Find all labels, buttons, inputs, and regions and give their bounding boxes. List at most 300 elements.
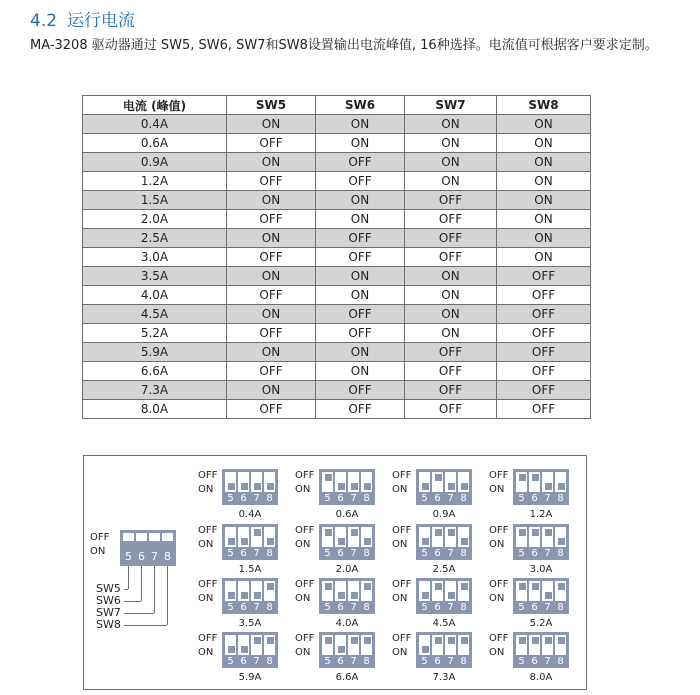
cell-switch-state: ON xyxy=(316,115,405,134)
switch-number: 5 xyxy=(324,548,331,559)
switch-number: 6 xyxy=(337,656,344,667)
dip-switch-slot xyxy=(516,472,527,492)
off-label: OFF xyxy=(392,525,412,536)
switch-knob-on xyxy=(363,537,372,546)
table-row xyxy=(83,305,591,324)
cell-switch-state: ON xyxy=(405,305,497,324)
switch-knob-off xyxy=(518,582,527,591)
leader-line-vertical xyxy=(154,566,155,613)
cell-current: 3.0A xyxy=(83,248,227,267)
section-heading xyxy=(30,6,135,31)
switch-knob-off xyxy=(434,528,443,537)
switch-number: 7 xyxy=(544,656,551,667)
switch-number: 6 xyxy=(531,548,538,559)
off-label: OFF xyxy=(295,579,315,590)
switch-knob-off xyxy=(531,636,540,645)
dip-switch-slot xyxy=(432,472,443,492)
table-header-row xyxy=(83,96,591,115)
setting-current-caption: 0.9A xyxy=(432,509,456,520)
cell-switch-state: ON xyxy=(497,229,591,248)
switch-knob-off xyxy=(531,473,540,482)
dip-switch-slot xyxy=(516,581,527,601)
legend-switch-label: SW6 xyxy=(96,594,121,607)
switch-knob-off xyxy=(434,582,443,591)
switch-number: 7 xyxy=(350,548,357,559)
dip-switch-slot xyxy=(458,472,469,492)
table-row xyxy=(83,134,591,153)
off-label: OFF xyxy=(295,525,315,536)
cell-switch-state: ON xyxy=(227,267,316,286)
switch-knob-on xyxy=(544,591,553,600)
dip-switch-slot xyxy=(419,581,430,601)
switch-number: 5 xyxy=(227,548,234,559)
cell-switch-state: OFF xyxy=(227,286,316,305)
on-label: ON xyxy=(295,484,311,495)
dip-switch-slot xyxy=(335,581,346,601)
table-row xyxy=(83,343,591,362)
switch-number: 8 xyxy=(363,548,370,559)
cell-current: 0.6A xyxy=(83,134,227,153)
setting-current-caption: 0.4A xyxy=(238,509,262,520)
switch-number: 8 xyxy=(363,493,370,504)
dip-switch-slot xyxy=(361,581,372,601)
switch-number: 6 xyxy=(240,493,247,504)
off-label: OFF xyxy=(198,579,218,590)
setting-current-caption: 2.0A xyxy=(335,564,359,575)
legend-switch-number: 5 xyxy=(125,550,132,563)
leader-line-vertical xyxy=(128,566,129,589)
switch-knob-on xyxy=(363,482,372,491)
cell-current: 6.6A xyxy=(83,362,227,381)
switch-knob-on xyxy=(557,537,566,546)
table-row xyxy=(83,229,591,248)
cell-current: 5.9A xyxy=(83,343,227,362)
dip-switch-slot xyxy=(432,527,443,547)
switch-number: 5 xyxy=(227,656,234,667)
dip-switch-slot xyxy=(225,527,236,547)
header-sw8: SW8 xyxy=(497,96,591,115)
switch-knob-on xyxy=(227,482,236,491)
switch-number: 7 xyxy=(447,602,454,613)
leader-line-horizontal xyxy=(124,613,154,614)
switch-number: 5 xyxy=(421,602,428,613)
dip-switch-slot xyxy=(238,472,249,492)
switch-knob-on xyxy=(240,645,249,654)
cell-switch-state: ON xyxy=(227,153,316,172)
on-label: ON xyxy=(392,484,408,495)
dip-switch-slot xyxy=(555,472,566,492)
switch-knob-off xyxy=(324,528,333,537)
switch-knob-off xyxy=(363,636,372,645)
leader-line-vertical xyxy=(167,566,168,625)
cell-current: 8.0A xyxy=(83,400,227,419)
dip-switch-slot xyxy=(225,635,236,655)
dip-switch-slot xyxy=(458,527,469,547)
setting-current-caption: 3.5A xyxy=(238,618,262,629)
switch-number: 5 xyxy=(421,493,428,504)
cell-switch-state: ON xyxy=(405,134,497,153)
cell-switch-state: OFF xyxy=(227,172,316,191)
switch-number: 5 xyxy=(518,493,525,504)
switch-number: 6 xyxy=(531,656,538,667)
dip-switch-slot xyxy=(225,581,236,601)
dip-switch-slot xyxy=(542,581,553,601)
on-label: ON xyxy=(392,647,408,658)
legend-switch-slot xyxy=(123,533,134,541)
switch-number: 7 xyxy=(253,548,260,559)
switch-knob-off xyxy=(518,528,527,537)
cell-switch-state: ON xyxy=(316,134,405,153)
cell-switch-state: OFF xyxy=(497,343,591,362)
cell-switch-state: OFF xyxy=(316,248,405,267)
switch-number: 8 xyxy=(557,602,564,613)
setting-current-caption: 5.2A xyxy=(529,618,553,629)
dip-switch-diagram xyxy=(83,455,587,690)
switch-knob-on xyxy=(544,482,553,491)
cell-switch-state: ON xyxy=(497,115,591,134)
cell-switch-state: OFF xyxy=(497,324,591,343)
dip-switch-slot xyxy=(555,635,566,655)
dip-switch-slot xyxy=(555,527,566,547)
switch-number: 7 xyxy=(447,656,454,667)
switch-knob-on xyxy=(227,537,236,546)
switch-knob-on xyxy=(253,482,262,491)
dip-switch-slot xyxy=(445,472,456,492)
on-label: ON xyxy=(198,647,214,658)
dip-switch-slot xyxy=(516,527,527,547)
section-title: 运行电流 xyxy=(67,11,136,31)
switch-number: 8 xyxy=(557,548,564,559)
dip-switch-slot xyxy=(264,635,275,655)
switch-number: 8 xyxy=(557,493,564,504)
switch-knob-on xyxy=(253,591,262,600)
on-label: ON xyxy=(489,647,505,658)
cell-switch-state: OFF xyxy=(316,324,405,343)
cell-switch-state: OFF xyxy=(405,362,497,381)
cell-switch-state: ON xyxy=(497,172,591,191)
switch-knob-off xyxy=(350,636,359,645)
setting-current-caption: 8.0A xyxy=(529,672,553,683)
off-label: OFF xyxy=(392,470,412,481)
switch-knob-off xyxy=(434,636,443,645)
switch-knob-on xyxy=(240,482,249,491)
switch-number: 7 xyxy=(253,493,260,504)
setting-current-caption: 2.5A xyxy=(432,564,456,575)
switch-number: 5 xyxy=(324,602,331,613)
switch-number: 7 xyxy=(544,602,551,613)
cell-current: 5.2A xyxy=(83,324,227,343)
legend-switch-slot xyxy=(162,533,173,541)
switch-knob-off xyxy=(434,473,443,482)
cell-switch-state: ON xyxy=(316,362,405,381)
cell-switch-state: ON xyxy=(405,115,497,134)
on-label: ON xyxy=(198,484,214,495)
cell-switch-state: OFF xyxy=(316,153,405,172)
table-row xyxy=(83,381,591,400)
cell-switch-state: ON xyxy=(316,210,405,229)
switch-number: 8 xyxy=(460,548,467,559)
table-row xyxy=(83,115,591,134)
off-label: OFF xyxy=(489,470,509,481)
header-sw7: SW7 xyxy=(405,96,497,115)
switch-knob-off xyxy=(460,582,469,591)
switch-knob-on xyxy=(421,591,430,600)
switch-number: 7 xyxy=(253,602,260,613)
cell-switch-state: OFF xyxy=(227,324,316,343)
legend-switch-number: 6 xyxy=(138,550,145,563)
dip-switch-slot xyxy=(445,635,456,655)
dip-switch-slot xyxy=(445,581,456,601)
setting-current-caption: 4.0A xyxy=(335,618,359,629)
on-label: ON xyxy=(295,647,311,658)
switch-knob-off xyxy=(531,528,540,537)
dip-switch-slot xyxy=(529,527,540,547)
cell-current: 4.0A xyxy=(83,286,227,305)
switch-knob-off xyxy=(363,582,372,591)
cell-switch-state: OFF xyxy=(497,381,591,400)
table-row xyxy=(83,153,591,172)
switch-number: 8 xyxy=(363,602,370,613)
dip-switch-slot xyxy=(251,472,262,492)
cell-switch-state: OFF xyxy=(316,229,405,248)
on-label: ON xyxy=(198,539,214,550)
switch-number: 6 xyxy=(337,493,344,504)
dip-switch-slot xyxy=(264,581,275,601)
dip-switch-slot xyxy=(238,527,249,547)
switch-knob-off xyxy=(460,636,469,645)
dip-switch-slot xyxy=(251,527,262,547)
cell-current: 4.5A xyxy=(83,305,227,324)
cell-switch-state: OFF xyxy=(497,305,591,324)
switch-knob-off xyxy=(324,582,333,591)
leader-line-horizontal xyxy=(124,589,128,590)
dip-switch-slot xyxy=(264,527,275,547)
switch-number: 8 xyxy=(460,493,467,504)
setting-current-caption: 1.2A xyxy=(529,509,553,520)
switch-knob-on xyxy=(460,482,469,491)
switch-number: 7 xyxy=(544,548,551,559)
cell-switch-state: ON xyxy=(227,191,316,210)
cell-switch-state: ON xyxy=(497,210,591,229)
dip-switch-slot xyxy=(335,527,346,547)
table-row xyxy=(83,248,591,267)
switch-knob-on xyxy=(447,482,456,491)
switch-knob-off xyxy=(447,636,456,645)
table-row xyxy=(83,286,591,305)
cell-switch-state: OFF xyxy=(405,229,497,248)
switch-number: 8 xyxy=(266,548,273,559)
switch-knob-off xyxy=(557,582,566,591)
dip-switch-slot xyxy=(361,635,372,655)
switch-number: 8 xyxy=(557,656,564,667)
off-label: OFF xyxy=(198,633,218,644)
cell-switch-state: ON xyxy=(227,381,316,400)
switch-number: 8 xyxy=(266,493,273,504)
switch-number: 7 xyxy=(544,493,551,504)
cell-switch-state: OFF xyxy=(405,210,497,229)
switch-knob-off xyxy=(518,473,527,482)
cell-current: 2.5A xyxy=(83,229,227,248)
dip-switch-slot xyxy=(361,527,372,547)
cell-switch-state: ON xyxy=(405,267,497,286)
dip-switch-slot xyxy=(225,472,236,492)
dip-switch-slot xyxy=(251,581,262,601)
cell-switch-state: ON xyxy=(316,343,405,362)
switch-knob-on xyxy=(337,645,346,654)
cell-current: 2.0A xyxy=(83,210,227,229)
switch-knob-on xyxy=(421,645,430,654)
dip-switch-slot xyxy=(529,635,540,655)
dip-switch-slot xyxy=(322,581,333,601)
legend-switch-body xyxy=(120,530,176,566)
cell-switch-state: OFF xyxy=(316,400,405,419)
off-label: OFF xyxy=(489,525,509,536)
cell-current: 0.9A xyxy=(83,153,227,172)
cell-switch-state: OFF xyxy=(227,362,316,381)
off-label: OFF xyxy=(392,633,412,644)
switch-knob-off xyxy=(324,636,333,645)
cell-switch-state: OFF xyxy=(405,400,497,419)
dip-switch-slot xyxy=(555,581,566,601)
section-number: 4.2 xyxy=(30,11,58,31)
dip-switch-slot xyxy=(529,472,540,492)
legend-switch-slot xyxy=(149,533,160,541)
header-sw6: SW6 xyxy=(316,96,405,115)
switch-knob-on xyxy=(240,591,249,600)
switch-knob-on xyxy=(337,591,346,600)
switch-number: 5 xyxy=(227,493,234,504)
switch-knob-on xyxy=(421,537,430,546)
cell-switch-state: ON xyxy=(227,343,316,362)
switch-knob-on xyxy=(421,482,430,491)
dip-switch-slot xyxy=(348,581,359,601)
cell-switch-state: ON xyxy=(405,153,497,172)
dip-switch-slot xyxy=(542,635,553,655)
setting-current-caption: 7.3A xyxy=(432,672,456,683)
on-label: ON xyxy=(392,539,408,550)
cell-switch-state: ON xyxy=(405,286,497,305)
switch-knob-on xyxy=(350,591,359,600)
setting-current-caption: 1.5A xyxy=(238,564,262,575)
off-label: OFF xyxy=(295,470,315,481)
switch-number: 6 xyxy=(337,602,344,613)
switch-knob-on xyxy=(460,537,469,546)
legend-switch-label: SW8 xyxy=(96,618,121,631)
on-label: ON xyxy=(198,593,214,604)
dip-switch-slot xyxy=(238,581,249,601)
switch-knob-on xyxy=(240,537,249,546)
switch-number: 5 xyxy=(421,656,428,667)
table-row xyxy=(83,267,591,286)
dip-switch-slot xyxy=(361,472,372,492)
table-row xyxy=(83,362,591,381)
cell-switch-state: ON xyxy=(227,305,316,324)
switch-knob-off xyxy=(266,582,275,591)
cell-switch-state: OFF xyxy=(227,248,316,267)
cell-switch-state: OFF xyxy=(316,305,405,324)
cell-switch-state: ON xyxy=(497,134,591,153)
dip-switch-slot xyxy=(516,635,527,655)
table-row xyxy=(83,210,591,229)
dip-switch-slot xyxy=(458,635,469,655)
off-label: OFF xyxy=(392,579,412,590)
on-label: ON xyxy=(295,593,311,604)
off-label: OFF xyxy=(198,525,218,536)
switch-number: 6 xyxy=(531,493,538,504)
switch-number: 6 xyxy=(434,656,441,667)
switch-knob-off xyxy=(253,636,262,645)
switch-knob-off xyxy=(518,636,527,645)
table-body xyxy=(83,115,591,419)
cell-switch-state: ON xyxy=(497,153,591,172)
dip-switch-slot xyxy=(419,472,430,492)
leader-line-horizontal xyxy=(124,625,167,626)
cell-switch-state: ON xyxy=(405,324,497,343)
cell-switch-state: OFF xyxy=(497,286,591,305)
switch-knob-on xyxy=(337,537,346,546)
switch-knob-off xyxy=(324,473,333,482)
switch-knob-off xyxy=(350,528,359,537)
switch-knob-off xyxy=(447,528,456,537)
setting-current-caption: 0.6A xyxy=(335,509,359,520)
dip-switch-slot xyxy=(348,635,359,655)
switch-knob-off xyxy=(557,636,566,645)
setting-current-caption: 4.5A xyxy=(432,618,456,629)
off-label: OFF xyxy=(489,579,509,590)
leader-line-vertical xyxy=(141,566,142,601)
switch-knob-off xyxy=(544,636,553,645)
switch-number: 6 xyxy=(434,602,441,613)
dip-switch-slot xyxy=(322,527,333,547)
switch-number: 5 xyxy=(227,602,234,613)
legend-off-label: OFF xyxy=(90,532,110,543)
switch-knob-on xyxy=(337,482,346,491)
header-current: 电流 (峰值) xyxy=(83,96,227,115)
switch-number: 6 xyxy=(240,548,247,559)
switch-number: 6 xyxy=(434,493,441,504)
cell-switch-state: ON xyxy=(227,229,316,248)
switch-knob-off xyxy=(253,528,262,537)
switch-knob-on xyxy=(557,482,566,491)
cell-switch-state: OFF xyxy=(405,343,497,362)
switch-number: 5 xyxy=(324,656,331,667)
off-label: OFF xyxy=(295,633,315,644)
table-row xyxy=(83,191,591,210)
switch-knob-on xyxy=(227,645,236,654)
dip-switch-slot xyxy=(529,581,540,601)
leader-line-horizontal xyxy=(124,601,141,602)
switch-knob-on xyxy=(266,537,275,546)
dip-switch-slot xyxy=(335,635,346,655)
on-label: ON xyxy=(489,484,505,495)
legend-switch-label: SW7 xyxy=(96,606,121,619)
dip-switch-slot xyxy=(348,472,359,492)
switch-knob-off xyxy=(266,636,275,645)
dip-switch-slot xyxy=(322,635,333,655)
setting-current-caption: 5.9A xyxy=(238,672,262,683)
intro-paragraph: MA-3208 驱动器通过 SW5, SW6, SW7和SW8设置输出电流峰值, 16种选择。电流值可根据客户要求定制。 xyxy=(30,38,658,53)
legend-switch-label: SW5 xyxy=(96,582,121,595)
cell-switch-state: OFF xyxy=(405,248,497,267)
setting-current-caption: 6.6A xyxy=(335,672,359,683)
switch-number: 5 xyxy=(518,656,525,667)
dip-switch-slot xyxy=(238,635,249,655)
switch-number: 6 xyxy=(337,548,344,559)
switch-number: 6 xyxy=(434,548,441,559)
switch-number: 5 xyxy=(518,548,525,559)
switch-number: 7 xyxy=(447,548,454,559)
table-row xyxy=(83,400,591,419)
